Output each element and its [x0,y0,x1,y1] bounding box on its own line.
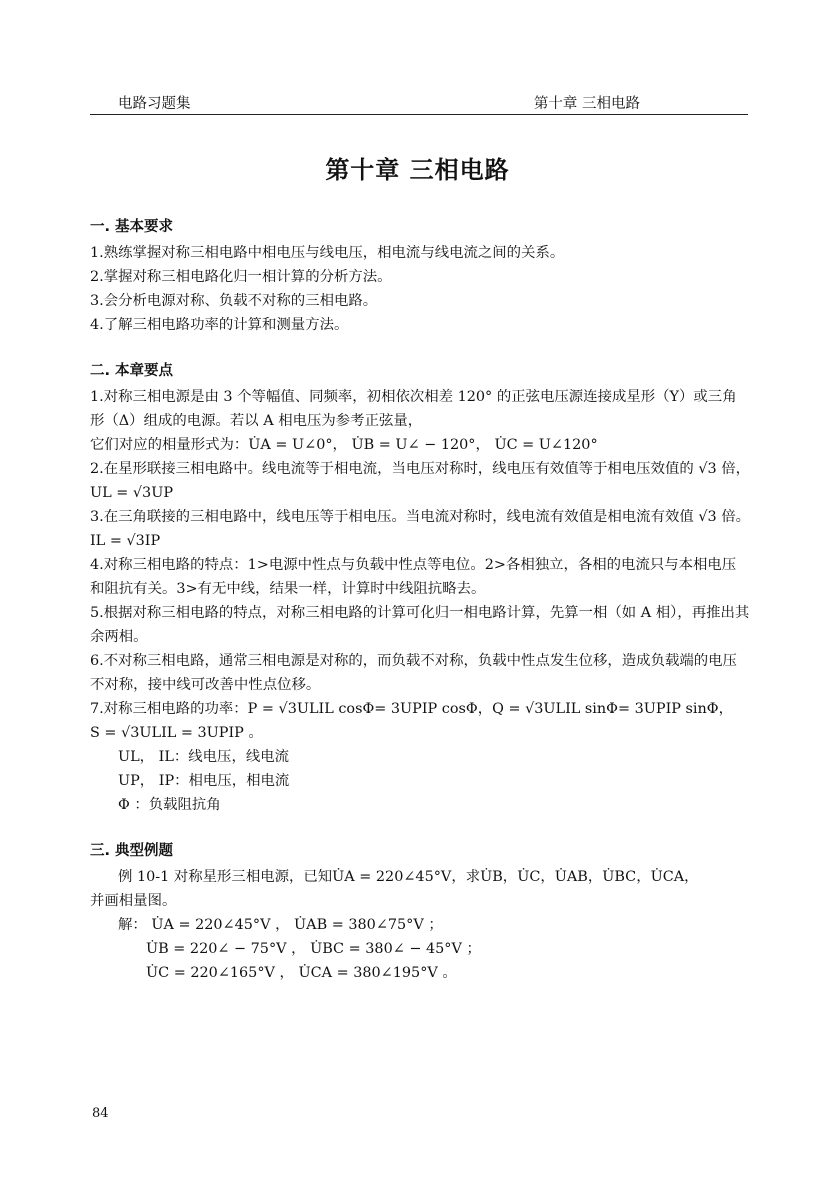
requirement-line: 1.熟练掌握对称三相电路中相电压与线电压，相电流与线电流之间的关系。 [90,245,565,261]
example-statement: 例 10-1 对称星形三相电源，已知U̇A = 220∠45°V，求U̇B，U̇C，U̇AB，U̇BC，U̇CA， [118,869,699,885]
chapter-title: 第十章 三相电路 [325,156,510,184]
example-statement-cont: 并画相量图。 [90,893,177,909]
section-title-basic-requirements: 一. 基本要求 [90,219,174,235]
definition-line: UL， IL：线电压，线电流 [118,749,290,765]
header-book-title: 电路习题集 [118,96,191,112]
section-title-examples: 三. 典型例题 [90,843,174,859]
definition-line: Φ ：负载阻抗角 [118,797,221,813]
definition-line: UP， IP：相电压，相电流 [118,773,290,789]
page-content [90,215,750,985]
key-point-formula: 它们对应的相量形式为：U̇A = U∠0°， U̇B = U∠ − 120°， U̇C = U∠120° [90,437,598,453]
key-point: 3.在三角联接的三相电路中，线电压等于相电压。当电流对称时，线电流有效值是相电流有效值 √3 倍。 IL = √3IP [90,509,751,549]
key-point: 6.不对称三相电路，通常三相电源是对称的，而负载不对称，负载中性点发生位移，造成负载端的电压不对称，接中线可改善中性点位移。 [90,653,737,693]
header-chapter: 第十章 三相电路 [533,96,640,112]
solution-line: U̇C = 220∠165°V ， U̇CA = 380∠195°V 。 [146,965,457,981]
key-point-apparent-power: S = √3ULIL = 3UPIP 。 [90,725,263,741]
requirement-line: 2.掌握对称三相电路化归一相计算的分析方法。 [90,269,392,285]
section-title-key-points: 二. 本章要点 [90,363,174,379]
solution-line: 解： U̇A = 220∠45°V ， U̇AB = 380∠75°V ； [118,917,443,933]
solution-line: U̇B = 220∠ − 75°V ， U̇BC = 380∠ − 45°V ； [146,941,481,957]
key-point: 2.在星形联接三相电路中。线电流等于相电流，当电压对称时，线电压有效值等于相电压效值的 √3 倍， UL = √3UP [90,461,751,501]
requirement-line: 4.了解三相电路功率的计算和测量方法。 [90,317,349,333]
key-point: 4.对称三相电路的特点：1>电源中性点与负载中性点等电位。2>各相独立，各相的电流只与本相电压和阻抗有关。3>有无中线，结果一样，计算时中线阻抗略去。 [90,557,737,597]
requirement-line: 3.会分析电源对称、负载不对称的三相电路。 [90,293,378,309]
running-header [90,88,748,115]
key-point-power-formula: 7.对称三相电路的功率：P = √3ULIL cosΦ= 3UPIP cosΦ，Q = √3ULIL sinΦ= 3UPIP sinΦ， [90,701,733,717]
key-point: 5.根据对称三相电路的特点，对称三相电路的计算可化归一相电路计算，先算一相（如 A 相），再推出其余两相。 [90,605,750,645]
page-number: 84 [92,1106,109,1121]
key-point: 1.对称三相电源是由 3 个等幅值、同频率，初相依次相差 120° 的正弦电压源连接成星形（Y）或三角形（Δ）组成的电源。若以 A 相电压为参考正弦量， [90,389,737,429]
